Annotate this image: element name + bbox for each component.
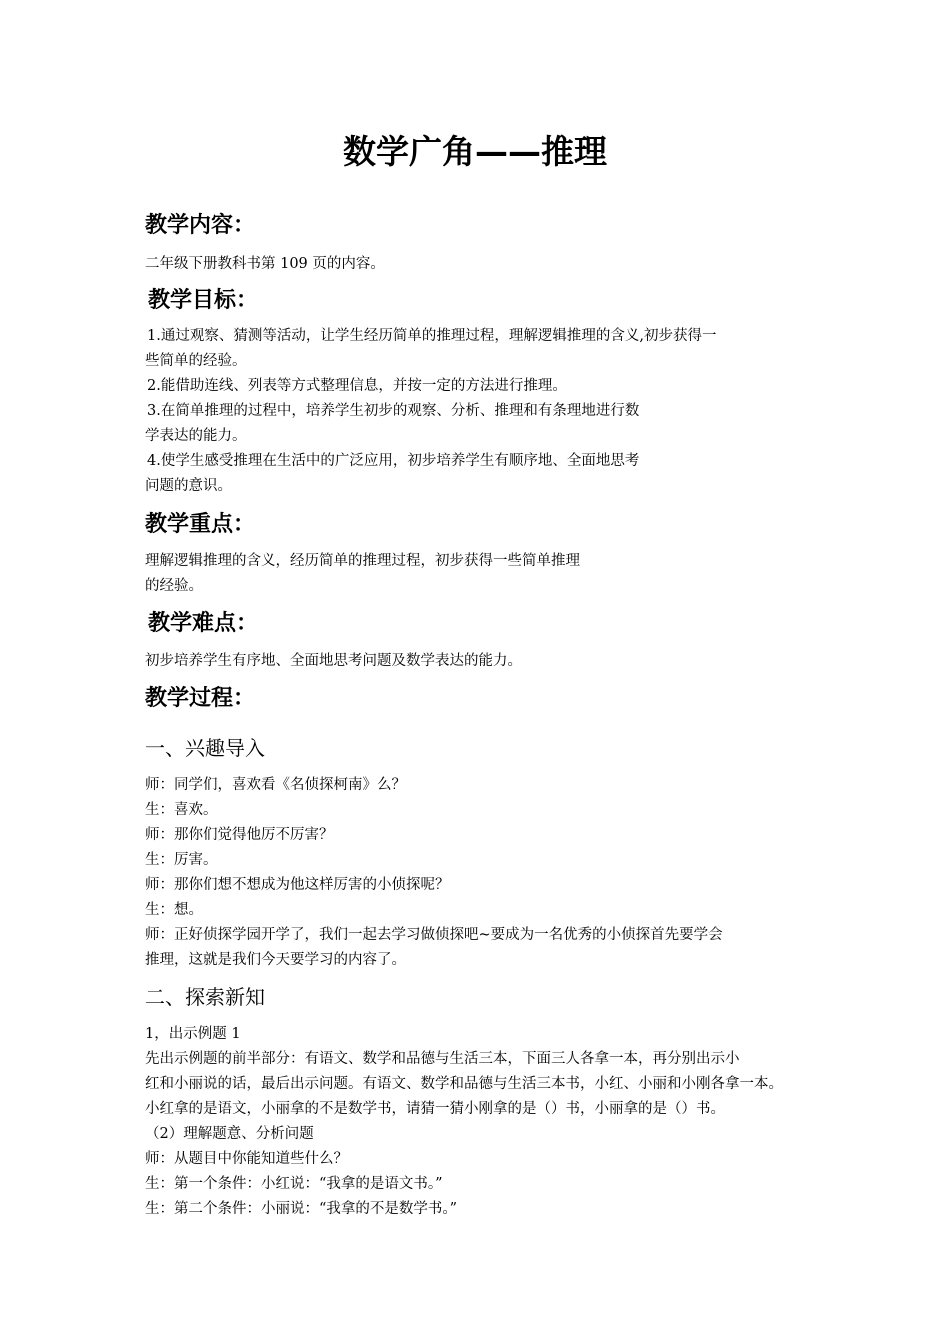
subheading-part1: 一、兴趣导入 — [145, 736, 265, 760]
explore-line: 红和小丽说的话，最后出示问题。有语文、数学和品德与生活三本书，小红、小丽和小刚各拿一本。 — [145, 1076, 783, 1092]
difficulties-line: 初步培养学生有序地、全面地思考问题及数学表达的能力。 — [145, 653, 522, 669]
content-line: 二年级下册教科书第 109 页的内容。 — [145, 256, 385, 272]
key-points-line: 理解逻辑推理的含义，经历简单的推理过程，初步获得一些简单推理 — [145, 553, 580, 569]
explore-line: 1，出示例题 1 — [145, 1026, 241, 1042]
section-heading-process: 教学过程： — [145, 686, 256, 711]
document-title: 数学广角——推理 — [343, 132, 607, 171]
explore-line: 生：第一个条件：小红说：“我拿的是语文书。” — [145, 1176, 443, 1192]
explore-line: 生：第二个条件：小丽说：“我拿的不是数学书。” — [145, 1201, 458, 1217]
key-points-line: 的经验。 — [145, 578, 203, 594]
section-heading-content: 教学内容： — [145, 213, 256, 238]
explore-line: （2）理解题意、分析问题 — [145, 1126, 314, 1142]
dialogue-line: 师：那你们觉得他厉不厉害？ — [145, 827, 334, 843]
dialogue-line: 生：喜欢。 — [145, 802, 218, 818]
dialogue-line: 师：那你们想不想成为他这样厉害的小侦探呢？ — [145, 877, 450, 893]
dialogue-line: 师：正好侦探学园开学了，我们一起去学习做侦探吧~要成为一名优秀的小侦探首先要学会 — [145, 927, 723, 943]
dialogue-line: 生：厉害。 — [145, 852, 218, 868]
goals-line: 3.在简单推理的过程中，培养学生初步的观察、分析、推理和有条理地进行数 — [147, 403, 640, 419]
goals-line: 4.使学生感受推理在生活中的广泛应用，初步培养学生有顺序地、全面地思考 — [147, 453, 640, 469]
subheading-part2: 二、探索新知 — [145, 985, 265, 1009]
dialogue-line: 师：同学们，喜欢看《名侦探柯南》么？ — [145, 777, 406, 793]
dialogue-line: 推理，这就是我们今天要学习的内容了。 — [145, 952, 406, 968]
section-heading-difficulties: 教学难点： — [148, 611, 259, 636]
section-heading-key-points: 教学重点： — [145, 512, 256, 537]
explore-line: 先出示例题的前半部分：有语文、数学和品德与生活三本，下面三人各拿一本，再分别出示小 — [145, 1051, 740, 1067]
goals-line: 学表达的能力。 — [145, 428, 247, 444]
goals-line: 些简单的经验。 — [145, 353, 247, 369]
goals-line: 2.能借助连线、列表等方式整理信息，并按一定的方法进行推理。 — [147, 378, 567, 394]
explore-line: 师：从题目中你能知道些什么？ — [145, 1151, 348, 1167]
goals-line: 1.通过观察、猜测等活动，让学生经历简单的推理过程，理解逻辑推理的含义,初步获得一 — [147, 328, 717, 344]
dialogue-line: 生：想。 — [145, 902, 203, 918]
section-heading-goals: 教学目标： — [148, 288, 259, 313]
goals-line: 问题的意识。 — [145, 478, 232, 494]
explore-line: 小红拿的是语文，小丽拿的不是数学书，请猜一猜小刚拿的是（）书，小丽拿的是（）书。 — [145, 1101, 725, 1117]
